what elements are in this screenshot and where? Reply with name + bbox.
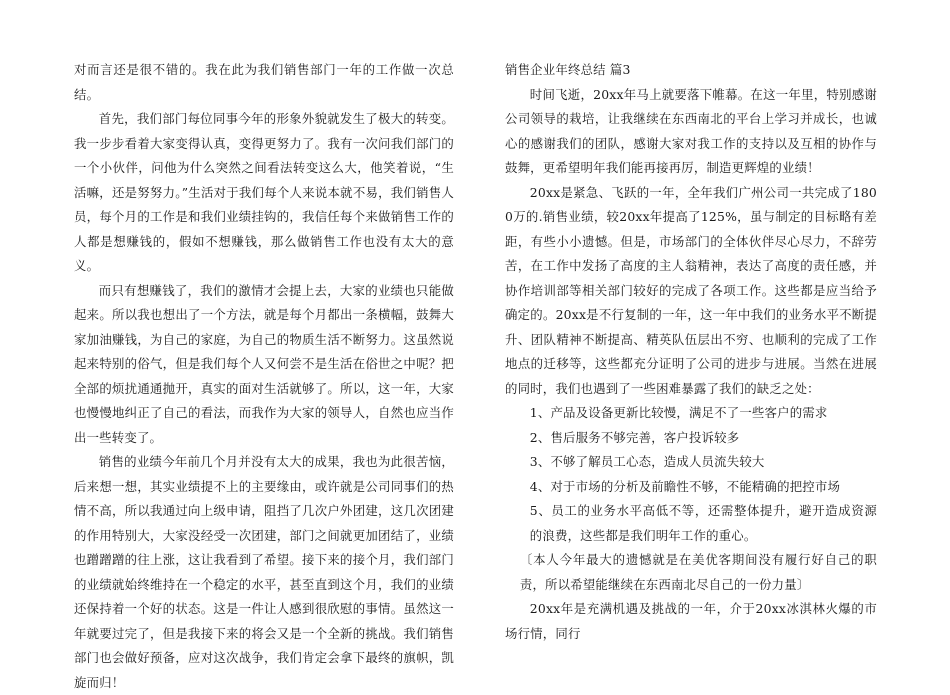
right-column [505, 58, 877, 646]
list-item: 4、对于市场的分析及前瞻性不够，不能精确的把控市场 [529, 478, 841, 494]
paragraph: 对而言还是很不错的。我在此为我们销售部门一年的工作做一次总结。 [74, 62, 454, 102]
section-heading: 销售企业年终总结 篇3 [505, 62, 631, 77]
left-column [74, 58, 454, 695]
list-item: 3、不够了解员工心态，造成人员流失较大 [529, 454, 765, 469]
list-item: 2、售后服务不够完善，客户投诉较多 [529, 429, 740, 445]
paragraph: 时间飞逝，20xx年马上就要落下帷幕。在这一年里，特别感谢公司领导的栽培，让我继续在东西南北的平台上学习并成长，也诚心的感谢我们的团队，感谢大家对我工作的支持以及互相的协作与鼓舞，更希望明年我们能再接再厉，制造更辉煌的业绩！ [505, 86, 877, 175]
paragraph: 而只有想赚钱了，我们的激情才会提上去，大家的业绩也只能做起来。所以我也想出了一个方法，就是每个月都出一条横幅，鼓舞大家加油赚钱，为自己的家庭，为自己的物质生活不断努力。这虽然说起来特别的俗气，但是我们每个人又何尝不是生活在俗世之中呢？把全部的烦扰通通抛开，真实的面对生活就够了。所以，这一年，大家也慢慢地纠正了自己的看法，而我作为大家的领导人，自然也应当作出一些转变了。 [74, 282, 454, 445]
paragraph: 销售的业绩今年前几个月并没有太大的成果，我也为此很苦恼，后来想一想，其实业绩提不上的主要缘由，或许就是公司同事们的热情不高，所以我通过向上级申请，阻挡了几次户外团建，这几次团建的作用特别大，大家没经受一次团建，部门之间就更加团结了，业绩也蹭蹭蹭的往上涨，这让我看到了希望。接下来的接个月，我们部门的业绩就始终维持在一个稳定的水平，甚至直到这个月，我们的业绩还保持着一个好的状态。这是一件让人感到很欣慰的事情。虽然这一年就要过完了，但是我接下来的将会又是一个全新的挑战。我们销售部门也会做好预备，应对这次战争，我们肯定会拿下最终的旗帜，凯旋而归！ [74, 454, 454, 690]
paragraph: 20xx是紧急、飞跃的一年，全年我们广州公司一共完成了1800万的.销售业绩，较20xx年提高了125%，虽与制定的目标略有差距，有些小小遗憾。但是，市场部门的全体伙伴尽心尽力，不辞劳苦，在工作中发扬了高度的主人翁精神，表达了高度的责任感，并协作培训部等相关部门较好的完成了各项工作。这些都是应当给予确定的。20xx是不行复制的一年，这一年中我们的业务水平不断提升、团队精神不断提高、精英队伍层出不穷、也顺利的完成了工作地点的迁移等，这些都充分证明了公司的进步与进展。当然在进展的同时，我们也遇到了一些困难暴露了我们的缺乏之处： [505, 184, 877, 396]
bracket-note: 〔本人今年最大的遗憾就是在美优客期间没有履行好自己的职责，所以希望能继续在东西南北尽自己的一份力量〕 [519, 552, 877, 592]
paragraph: 首先，我们部门每位同事今年的形象外貌就发生了极大的转变。我一步步看着大家变得认真，变得更努力了。我有一次问我们部门的一个小伙伴，问他为什么突然之间看法转变这么大，他笑着说，“生活嘛，还是努努力。”生活对于我们每个人来说本就不易，我们销售人员，每个月的工作是和我们业绩挂钩的，我信任每个来做销售工作的人都是想赚钱的，假如不想赚钱，那么做销售工作也没有太大的意义。 [74, 111, 454, 273]
list-item: 5、员工的业务水平高低不等，还需整体提升，避开造成资源的浪费，这些都是我们明年工作的重心。 [529, 503, 877, 543]
list-item: 1、产品及设备更新比较慢，满足不了一些客户的需求 [529, 405, 828, 420]
paragraph: 20xx年是充满机遇及挑战的一年，介于20xx冰淇林火爆的市场行情，同行 [505, 601, 877, 641]
